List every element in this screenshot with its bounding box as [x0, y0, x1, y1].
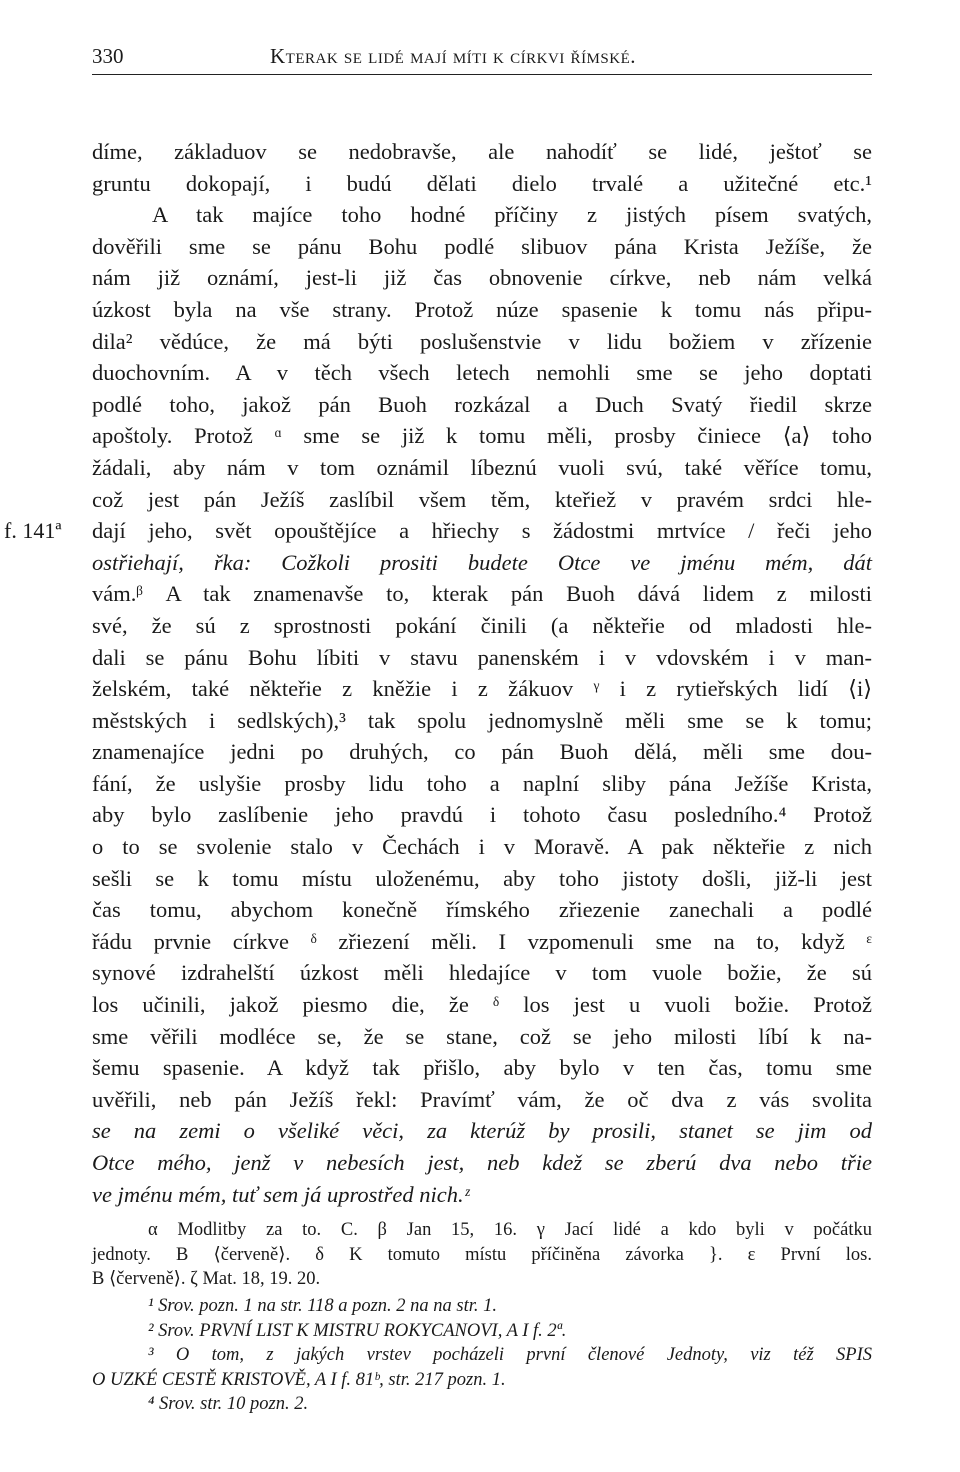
text-line: dověřili sme se pánu Bohu podlé slibuov pána Krista Ježíše, že — [92, 233, 872, 259]
text-line: dali se pánu Bohu líbiti v stavu panenském i v vdovském i v man- — [92, 644, 872, 670]
folio-margin-note: f. 141ª — [4, 518, 62, 544]
text-line: sme věřili modléce se, že se stane, což se jeho milosti líbí k na- — [92, 1023, 872, 1049]
text-line: vám.ᵝ A tak znamenavše to, kterak pán Buoh dává lidem z milosti — [92, 581, 872, 607]
text-line — [4, 515, 872, 547]
footnote — [92, 1294, 872, 1319]
footnote-text: ⁴ Srov. str. 10 pozn. 2. — [148, 1394, 309, 1414]
header-rule — [92, 74, 872, 75]
footnote — [92, 1392, 872, 1417]
text-line-content: dají jeho, svět opouštějíce a hřiechy s žádostmi mrtvíce / řeči jeho — [92, 518, 872, 544]
text-line: ostřiehají, řka: Cožkoli prositi budete Otce ve jménu mém, dát — [92, 549, 872, 575]
apparatus-line: B ⟨červeně⟩. ζ Mat. 18, 19. 20. — [92, 1269, 321, 1289]
text-line: duochovním. A v těch všech letech nemohli sme se jeho doptati — [92, 360, 872, 386]
text-line: A tak majíce toho hodné příčiny z jistých písem svatých, — [152, 202, 872, 228]
text-line: se na zemi o všeliké věci, za kterúž by prosili, stanet se jim od — [92, 1118, 872, 1144]
text-line: městských i sedlských),³ tak spolu jednomyslně měli sme se k tomu; — [92, 707, 872, 733]
text-line: dila² vědúce, že má býti poslušenstvie v lidu božiem v zřízenie — [92, 328, 872, 354]
text-line: nám již oznámí, jest-li již čas obnovenie církve, neb nám velká — [92, 265, 872, 291]
text-line: fání, že uslyšie prosby lidu toho a naplní sliby pána Ježíše Krista, — [92, 770, 872, 796]
text-line: což jest pán Ježíš zaslíbil všem těm, kteřiež v pravém srdci hle- — [92, 486, 872, 512]
page-number: 330 — [92, 44, 124, 68]
text-line: Otce mého, jenž v nebesích jest, neb kdež se zberú dva nebo třie — [92, 1150, 872, 1175]
text-line: želském, také někteřie z kněžie i z žákuov ᵞ i z rytieřských lidí ⟨i⟩ — [92, 676, 872, 702]
running-header — [92, 44, 872, 74]
text-line: žádali, aby nám v tom oznámil líbeznú vuoli svú, také věříce tomu, — [92, 454, 872, 480]
footnote — [92, 1319, 872, 1344]
footnote — [92, 1368, 872, 1393]
textual-apparatus — [92, 1218, 872, 1292]
text-line: řádu prvnie církve ᵟ zřiezení měli. I vzpomenuli sme na to, když ᵋ — [92, 928, 872, 954]
text-line: los učinili, jakož piesmo die, že ᵟ los jest u vuoli božie. Protož — [92, 992, 872, 1018]
text-line: sešli se k tomu místu uloženému, aby toho jistoty došli, již-li jest — [92, 865, 872, 891]
apparatus-line: jednoty. B ⟨červeně⟩. δ K tomuto místu příčiněna závorka }. ε První los. — [92, 1244, 872, 1265]
text-line: znamenajíce jedni po druhých, co pán Buoh dělá, měli sme dou- — [92, 739, 872, 765]
text-line: šemu spasenie. A když tak přišlo, aby bylo v ten čas, tomu sme — [92, 1055, 872, 1081]
text-line: apoštoly. Protož ᵅ sme se již k tomu měli, prosby činiece ⟨a⟩ toho — [92, 423, 872, 449]
text-line: čas tomu, abychom konečně římského zřiezenie zanechali a podlé — [92, 897, 872, 923]
text-line: díme, základuov se nedobravše, ale nahodíť se lidé, ještoť se — [92, 139, 872, 164]
footnote — [92, 1343, 872, 1368]
footnote-text: O UZKÉ CESTĚ KRISTOVĚ, A I f. 81ᵇ, str. 217 pozn. 1. — [92, 1369, 506, 1390]
footnote-text: ² Srov. PRVNÍ LIST K MISTRU ROKYCANOVI, A I f. 2ª. — [148, 1320, 567, 1341]
text-line: o to se svolenie stalo v Čechách i v Moravě. A pak někteřie z nich — [92, 834, 872, 860]
text-line: ve jménu mém, tuť sem já uprostřed nich.ᶻ — [92, 1181, 470, 1207]
footnotes — [92, 1294, 872, 1417]
running-title: Kterak se lidé mají míti k církvi římské. — [270, 44, 636, 68]
footnote-text: ³ O tom, z jakých vrstev pocházeli první členové Jednoty, viz též SPIS — [148, 1345, 872, 1365]
text-line: gruntu dokopají, i budú dělati dielo trvalé a užitečné etc.¹ — [92, 170, 872, 196]
text-line: úzkost byla na vše strany. Protož núze spasenie k tomu nás připu- — [92, 296, 872, 322]
text-line: uvěřili, neb pán Ježíš řekl: Pravímť vám, že oč dva z vás svolita — [92, 1086, 872, 1112]
text-line: podlé toho, jakož pán Buoh rozkázal a Duch Svatý řiedil skrze — [92, 391, 872, 417]
text-line: synové izdrahelští úzkost měli hledajíce v tom vuole božie, že sú — [92, 960, 872, 986]
main-text — [4, 136, 872, 1210]
text-line: své, že sú z sprostnosti pokání činili (a někteřie od mladosti hle- — [92, 612, 872, 638]
footnote-text: ¹ Srov. pozn. 1 na str. 118 a pozn. 2 na na str. 1. — [148, 1296, 498, 1316]
text-line: aby bylo zaslíbenie jeho pravdú i tohoto času posledního.⁴ Protož — [92, 802, 872, 828]
apparatus-line: α Modlitby za to. C. β Jan 15, 16. γ Jací lidé a kdo byli v počátku — [148, 1220, 872, 1240]
